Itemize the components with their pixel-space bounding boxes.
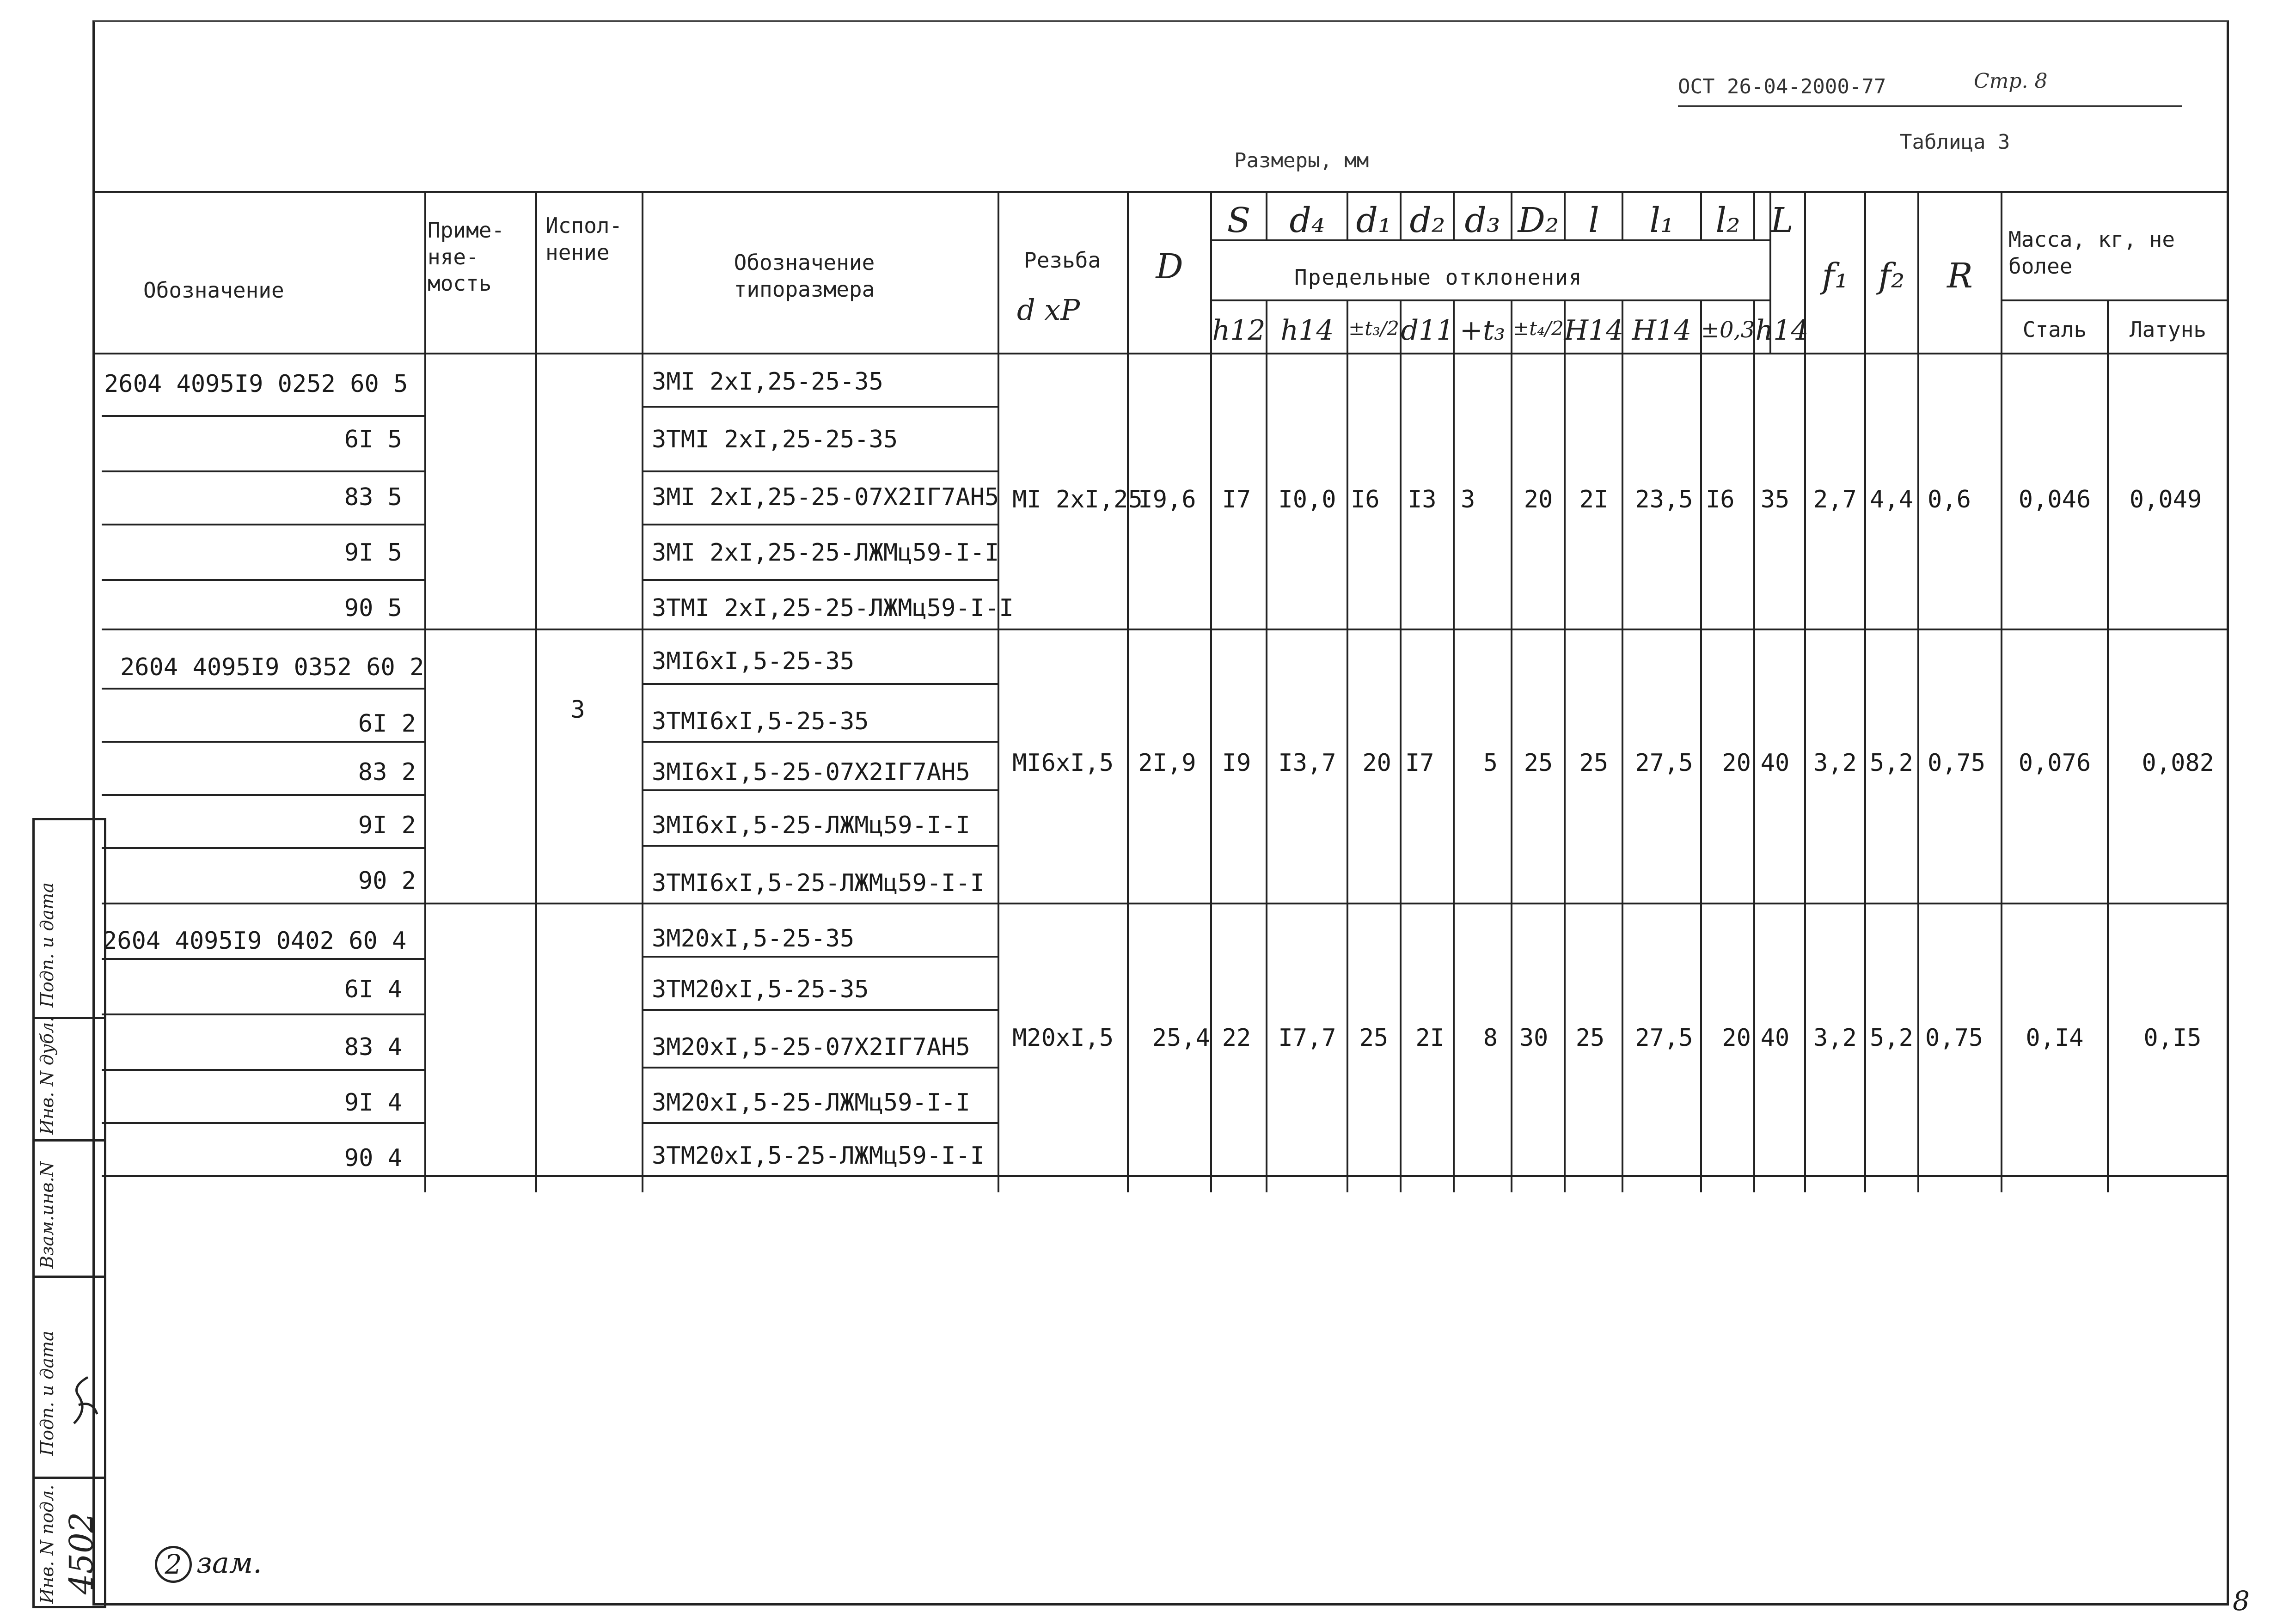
row-size: 3M20xI,5-25-35 [652,925,855,952]
d4-value: I7,7 [1278,1024,1336,1052]
col-designation: Обозначение [143,278,284,303]
d2-value: I7 [1405,749,1434,777]
D-value: 25,4 [1152,1024,1210,1052]
row-size: 3MI6xI,5-25-07X2IГ7AH5 [652,758,970,786]
row-code: 90 2 [358,867,416,895]
tol-d1: ±t₃/2 [1348,317,1399,340]
col-applicability: Приме- няе- мость [428,218,505,296]
S-value: 22 [1222,1024,1251,1052]
page-number: 8 [2233,1585,2250,1617]
d4-value: I3,7 [1278,749,1336,777]
row-size: 3TM20xI,5-25-ЛЖМц59-I-I [652,1142,985,1170]
d4-value: I0,0 [1278,486,1336,513]
row-size: 3TMI 2xI,25-25-35 [652,426,898,453]
f2-value: 5,2 [1870,1024,1913,1052]
l-value: 25 [1579,749,1609,777]
D2-value: 30 [1519,1024,1549,1052]
col-mass: Масса, кг, не более [2008,227,2175,279]
brass-value: 0,049 [2129,486,2202,513]
l-value: 25 [1575,1024,1605,1052]
row-code: 9I 5 [344,539,402,567]
f1-value: 3,2 [1813,1024,1857,1052]
thread-value: MI 2xI,25 [1012,486,1143,513]
D-value: 2I,9 [1138,749,1196,777]
row-size: 3TMI6xI,5-25-35 [652,708,869,735]
row-code: 6I 2 [358,710,416,738]
f2-value: 5,2 [1870,749,1913,777]
page-label: Стр. 8 [1974,69,2048,93]
col-size-designation: Обозначение типоразмера [734,250,875,302]
row-code: 9I 2 [358,812,416,839]
stamp-label: Взам.инв.N [37,1161,57,1269]
note-text: зам. [196,1546,262,1580]
l1-value: 27,5 [1635,749,1693,777]
col-S: S [1227,201,1251,240]
row-code: 2604 4095I9 0402 60 4 [103,927,407,955]
col-d4: d₄ [1289,201,1325,240]
row-size: 3MI 2xI,25-25-07X2IГ7AH5 [652,483,999,511]
stamp-inv-number: 4502 [62,1512,100,1594]
d1-value: 20 [1362,749,1391,777]
d1-value: I6 [1351,486,1380,513]
col-version: Испол- нение [545,213,623,265]
tol-D2: ±t₄/2 [1513,317,1564,340]
col-D: D [1156,247,1183,287]
row-size: 3TMI 2xI,25-25-ЛЖМц59-I-I [652,594,1014,622]
row-code: 83 4 [344,1033,402,1061]
l1-value: 27,5 [1635,1024,1693,1052]
doc-code: ОСТ 26-04-2000-77 [1678,75,1886,98]
l2-value: 20 [1722,1024,1751,1052]
stamp-label: Инв. N дубл. [37,1016,57,1135]
stamp-label: Инв. N подл. [37,1484,57,1604]
version-value: 3 [570,696,585,724]
l1-value: 23,5 [1635,486,1693,513]
note-circle [155,1546,192,1583]
row-size: 3M20xI,5-25-07X2IГ7AH5 [652,1033,970,1061]
table-label: Таблица 3 [1900,130,2010,154]
row-code: 90 4 [344,1144,402,1172]
row-code: 83 5 [344,483,402,511]
S-value: I9 [1222,749,1251,777]
row-size: 3M20xI,5-25-ЛЖМц59-I-I [652,1089,970,1117]
col-l: l [1588,201,1599,240]
col-D2: D₂ [1518,201,1559,240]
L-value: 40 [1760,749,1790,777]
d3-value: 8 [1483,1024,1498,1052]
col-d2: d₂ [1409,201,1445,240]
steel-value: 0,046 [2018,486,2091,513]
col-d1: d₁ [1356,201,1392,240]
d1-value: 25 [1359,1024,1389,1052]
dims-caption: Размеры, мм [1234,149,1369,172]
col-R: R [1947,256,1973,296]
col-brass: Латунь [2129,317,2207,342]
col-thread: Резьба [1024,248,1101,273]
col-L: L [1770,201,1794,240]
row-size: 3MI6xI,5-25-35 [652,647,855,675]
tol-d2: d11 [1401,314,1454,347]
row-size: 3MI 2xI,25-25-ЛЖМц59-I-I [652,539,999,567]
tol-l1: H14 [1632,314,1692,347]
l2-value: I6 [1706,486,1735,513]
thread-value: MI6xI,5 [1012,749,1114,777]
row-size: 3TMI6xI,5-25-ЛЖМц59-I-I [652,869,985,897]
d3-value: 5 [1483,749,1498,777]
row-size: 3MI 2xI,25-25-35 [652,368,883,396]
steel-value: 0,076 [2018,749,2091,777]
col-tolerances: Предельные отклонения [1294,265,1583,290]
thread-value: M20xI,5 [1012,1024,1114,1052]
steel-value: 0,I4 [2026,1024,2084,1052]
S-value: I7 [1222,486,1251,513]
stamp-label: Подп. и дата [37,1331,57,1456]
tol-S: h12 [1212,314,1266,347]
R-value: 0,75 [1925,1024,1983,1052]
col-steel: Сталь [2022,317,2087,342]
brass-value: 0,082 [2142,749,2214,777]
d2-value: I3 [1408,486,1437,513]
d2-value: 2I [1415,1024,1445,1052]
stamp-label: Подп. и дата [37,882,57,1007]
tol-L: h14 [1755,314,1809,347]
row-code: 2604 4095I9 0352 60 2 [120,653,424,681]
R-value: 0,75 [1928,749,1986,777]
col-d3: d₃ [1464,201,1500,240]
L-value: 35 [1760,486,1790,513]
row-code: 2604 4095I9 0252 60 5 [104,370,408,398]
d3-value: 3 [1461,486,1475,513]
col-l2: l₂ [1715,201,1740,240]
col-thread-sub: d xP [1017,293,1080,327]
col-l1: l₁ [1649,201,1674,240]
brass-value: 0,I5 [2143,1024,2202,1052]
col-f2: f₂ [1878,256,1905,296]
row-size: 3TM20xI,5-25-35 [652,976,869,1003]
col-f1: f₁ [1822,256,1849,296]
l-value: 2I [1579,486,1609,513]
f1-value: 3,2 [1813,749,1857,777]
tol-d4: h14 [1280,314,1334,347]
row-code: 6I 5 [344,426,402,453]
f1-value: 2,7 [1813,486,1857,513]
row-code: 90 5 [344,594,402,622]
tol-l2: ±0,3 [1701,317,1755,343]
row-size: 3MI6xI,5-25-ЛЖМц59-I-I [652,812,970,839]
row-code: 6I 4 [344,976,402,1003]
row-code: 83 2 [358,758,416,786]
tol-l: H14 [1564,314,1624,347]
D2-value: 25 [1524,749,1553,777]
l2-value: 20 [1722,749,1751,777]
R-value: 0,6 [1928,486,1971,513]
D2-value: 20 [1524,486,1553,513]
D-value: I9,6 [1138,486,1196,513]
row-code: 9I 4 [344,1089,402,1117]
note-circle-number: 2 [165,1549,182,1580]
tol-d3: +t₃ [1459,314,1506,347]
L-value: 40 [1760,1024,1790,1052]
signature-mark [69,1368,102,1433]
f2-value: 4,4 [1870,486,1913,513]
